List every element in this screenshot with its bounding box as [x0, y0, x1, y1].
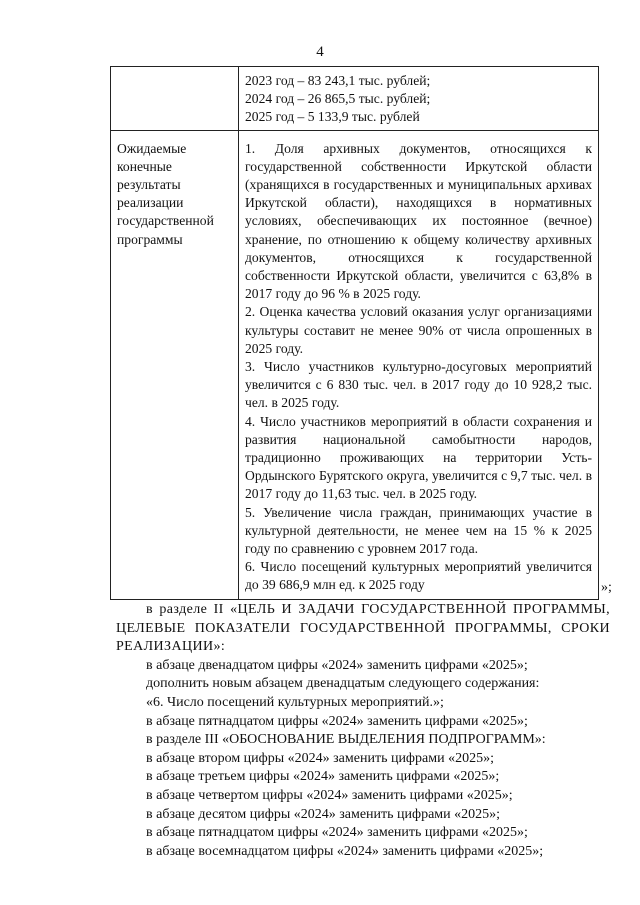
amendment-line: «6. Число посещений культурных мероприятий.»; [146, 694, 444, 710]
result-item: 3. Число участников культурно-досуговых мероприятий увеличится с 6 830 тыс. чел. в 2017 году до 10 928,2 тыс. чел. в 2025 году. [245, 359, 592, 411]
result-item: 4. Число участников мероприятий в области сохранения и развития национальной самобытности народов, традиционно проживающих на территории Усть-Ордынского Бурятского округа, увеличится с 9,7 тыс. чел. в 2017 году до 11,63 тыс. чел. в 2025 году. [245, 413, 592, 502]
amendment-text [116, 601, 610, 861]
table-row-results [111, 130, 599, 599]
result-item: 1. Доля архивных документов, относящихся к государственной собственности Иркутской области (хранящихся в государственных и муниципальных архивах Иркутской области), находящихся в нормативных условиях, обеспечивающих их постоянное (вечное) хранение, по отношению к общему количеству архивных документов, относящихся к государственной собственности Иркутской области, увеличится с 63,8% в 2017 году до 96 % в 2025 году. [245, 140, 592, 302]
page-number: 4 [316, 44, 324, 60]
funding-cell [239, 67, 599, 131]
results-label: Ожидаемые конечные результаты реализации государственной программы [117, 140, 214, 247]
amendment-line: в разделе III «ОБОСНОВАНИЕ ВЫДЕЛЕНИЯ ПОДПРОГРАММ»: [146, 732, 546, 748]
table-row-funding [111, 67, 599, 131]
amendment-line: в абзаце втором цифры «2024» заменить цифрами «2025»; [146, 750, 494, 766]
funding-row: 2025 год – 5 133,9 тыс. рублей [245, 109, 420, 125]
result-item: 6. Число посещений культурных мероприятий увеличится до 39 686,9 млн ед. к 2025 году [245, 559, 592, 593]
results-cell [239, 130, 599, 599]
amendment-line: в абзаце пятнадцатом цифры «2024» заменить цифрами «2025»; [146, 825, 528, 841]
amendment-line: в абзаце третьем цифры «2024» заменить цифрами «2025»; [146, 769, 500, 785]
closing-quote-mark: »; [601, 580, 612, 595]
amendment-line: в абзаце четвертом цифры «2024» заменить цифрами «2025»; [146, 787, 513, 803]
funding-label-cell [111, 67, 239, 131]
funding-row: 2023 год – 83 243,1 тыс. рублей; [245, 73, 431, 88]
results-label-cell [111, 130, 239, 599]
funding-row: 2024 год – 26 865,5 тыс. рублей; [245, 91, 431, 107]
amendment-line: в абзаце восемнадцатом цифры «2024» заменить цифрами «2025»; [146, 843, 544, 859]
amendment-line: дополнить новым абзацем двенадцатым следующего содержания: [146, 676, 540, 692]
amendment-line: в абзаце десятом цифры «2024» заменить цифрами «2025»; [146, 806, 501, 822]
program-passport-table [110, 66, 599, 600]
result-item: 2. Оценка качества условий оказания услуг организациями культуры составит не менее 90% от числа опрошенных в 2025 году. [245, 304, 592, 356]
amendment-line: в абзаце двенадцатом цифры «2024» заменить цифрами «2025»; [146, 657, 528, 673]
amendment-line: в абзаце пятнадцатом цифры «2024» заменить цифрами «2025»; [146, 713, 528, 729]
result-item: 5. Увеличение числа граждан, принимающих участие в культурной деятельности, не менее чем на 15 % к 2025 году по сравнению с уровнем 2017 года. [245, 504, 592, 557]
section-heading-paragraph: в разделе II «ЦЕЛЬ И ЗАДАЧИ ГОСУДАРСТВЕННОЙ ПРОГРАММЫ, ЦЕЛЕВЫЕ ПОКАЗАТЕЛИ ГОСУДАРСТВЕННОЙ ПРОГРАММЫ, СРОКИ РЕАЛИЗАЦИИ»: [116, 602, 610, 655]
